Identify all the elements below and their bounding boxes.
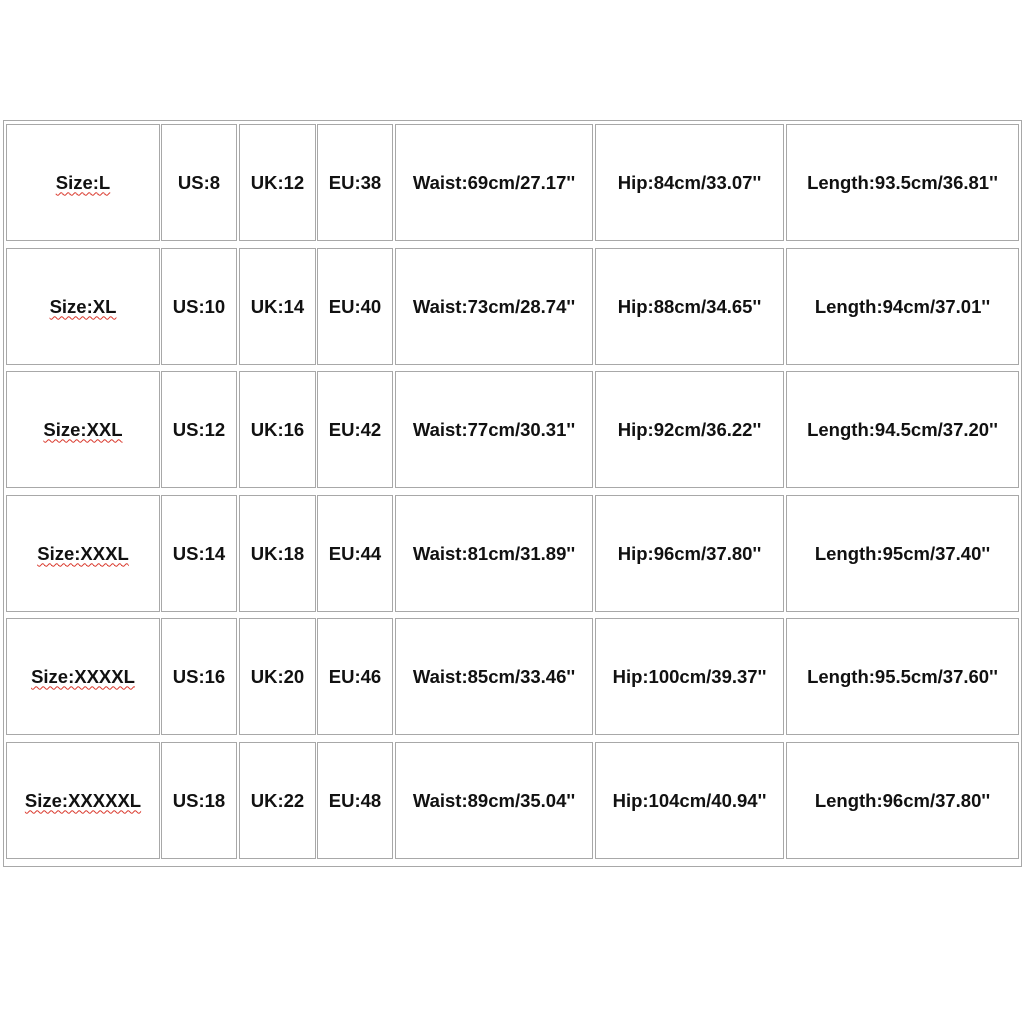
table-row [4,739,1021,862]
uk-size-cell: UK:20 [239,618,316,735]
hip-cell: Hip:96cm/37.80'' [595,495,784,612]
uk-size-cell: UK:22 [239,742,316,859]
uk-size-cell: UK:18 [239,495,316,612]
size-chart-table [3,120,1022,867]
table-row [4,615,1021,738]
us-size-cell: US:18 [161,742,237,859]
size-label: Size:XXL [43,418,123,440]
size-cell [6,371,160,488]
uk-size-cell: UK:14 [239,248,316,365]
length-cell: Length:95.5cm/37.60'' [786,618,1019,735]
length-cell: Length:93.5cm/36.81'' [786,124,1019,241]
hip-cell: Hip:100cm/39.37'' [595,618,784,735]
us-size-cell: US:14 [161,495,237,612]
eu-size-cell: EU:38 [317,124,393,241]
hip-cell: Hip:84cm/33.07'' [595,124,784,241]
length-cell: Length:94.5cm/37.20'' [786,371,1019,488]
size-cell [6,495,160,612]
size-label: Size:XXXL [37,542,129,564]
waist-cell: Waist:69cm/27.17'' [395,124,593,241]
length-cell: Length:96cm/37.80'' [786,742,1019,859]
eu-size-cell: EU:46 [317,618,393,735]
us-size-cell: US:16 [161,618,237,735]
size-label: Size:XL [49,295,117,317]
us-size-cell: US:12 [161,371,237,488]
eu-size-cell: EU:40 [317,248,393,365]
size-label: Size:XXXXXL [24,789,142,811]
uk-size-cell: UK:16 [239,371,316,488]
eu-size-cell: EU:48 [317,742,393,859]
waist-cell: Waist:89cm/35.04'' [395,742,593,859]
size-cell [6,618,160,735]
table-row [4,121,1021,244]
us-size-cell: US:10 [161,248,237,365]
uk-size-cell: UK:12 [239,124,316,241]
waist-cell: Waist:77cm/30.31'' [395,371,593,488]
waist-cell: Waist:73cm/28.74'' [395,248,593,365]
table-row [4,245,1021,368]
eu-size-cell: EU:42 [317,371,393,488]
us-size-cell: US:8 [161,124,237,241]
waist-cell: Waist:85cm/33.46'' [395,618,593,735]
size-cell [6,124,160,241]
size-label: Size:XXXXL [31,665,135,687]
length-cell: Length:95cm/37.40'' [786,495,1019,612]
hip-cell: Hip:104cm/40.94'' [595,742,784,859]
eu-size-cell: EU:44 [317,495,393,612]
hip-cell: Hip:92cm/36.22'' [595,371,784,488]
table-row [4,492,1021,615]
table-row [4,368,1021,491]
size-cell [6,742,160,859]
hip-cell: Hip:88cm/34.65'' [595,248,784,365]
size-cell [6,248,160,365]
size-label: Size:L [55,171,111,193]
waist-cell: Waist:81cm/31.89'' [395,495,593,612]
length-cell: Length:94cm/37.01'' [786,248,1019,365]
